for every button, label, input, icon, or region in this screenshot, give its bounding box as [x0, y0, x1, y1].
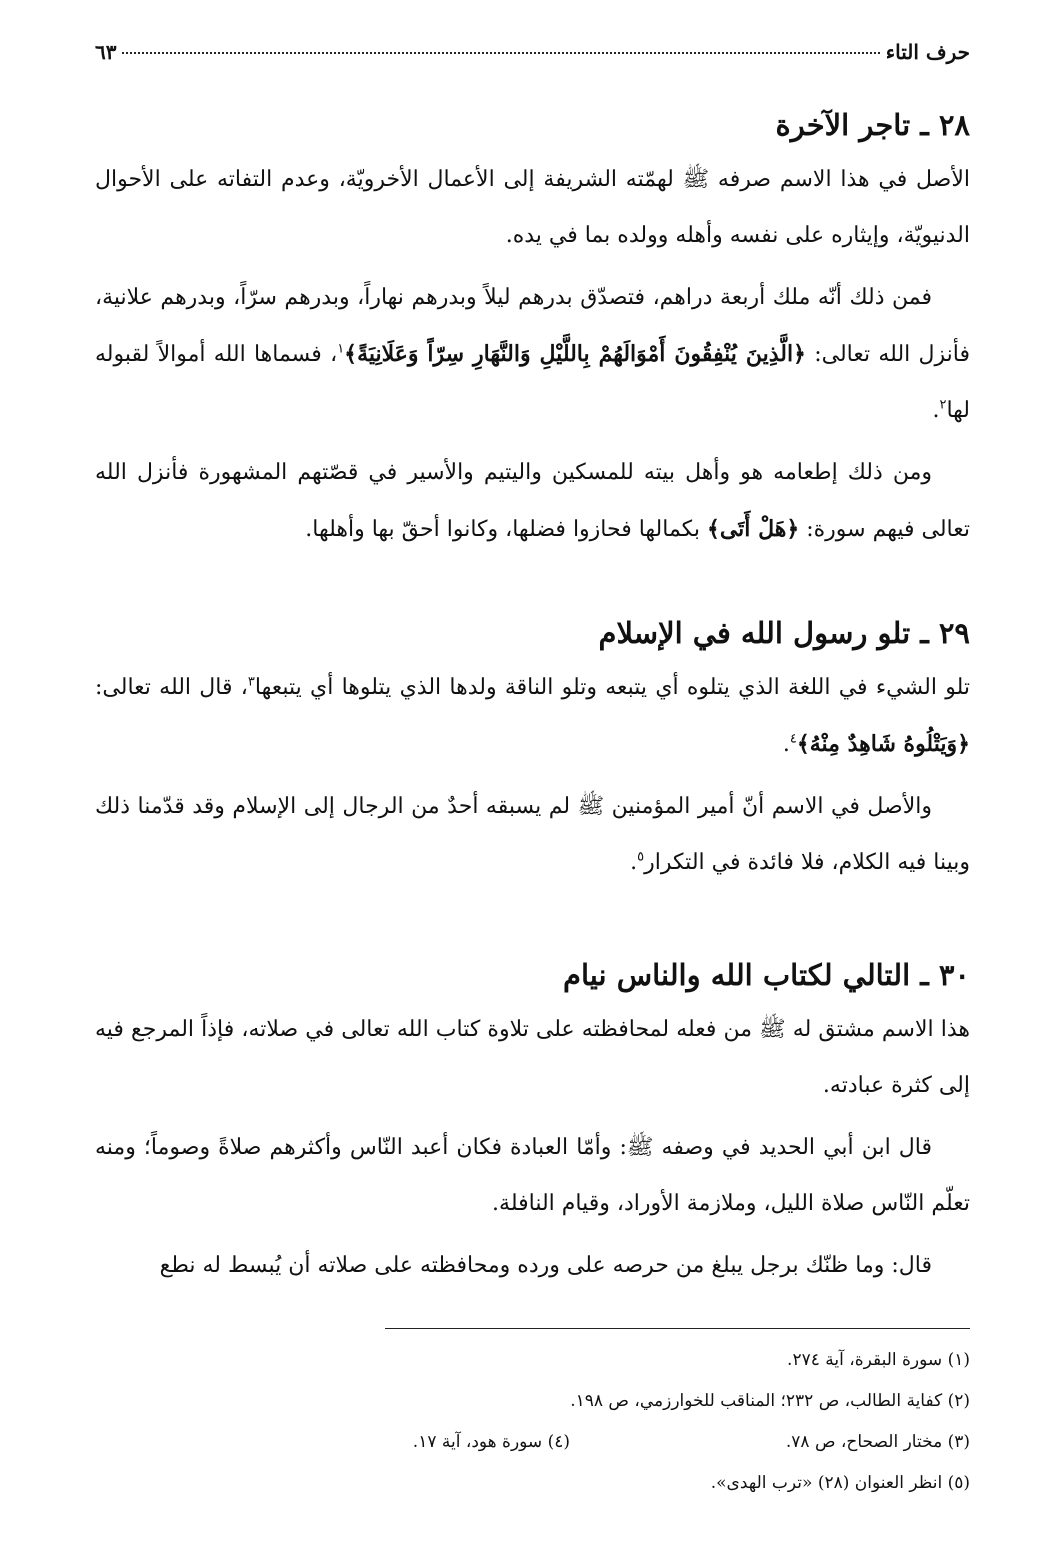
paragraph-text: . [630, 850, 638, 875]
paragraph-text: ومن ذلك إطعامه هو وأهل بيته للمسكين واليتيم والأسير في قصّتهم المشهورة فأنزل الله تعالى فيهم سورة: [95, 460, 970, 542]
footnotes [95, 1340, 970, 1504]
paragraph-text: قال ابن أبي الحديد في وصفه ﷺ: وأمّا العبادة فكان أعبد النّاس وأكثرهم صلاةً وصوماً؛ ومنه تعلّم النّاس صلاة الليل، وملازمة الأوراد، وقيام النافلة. [95, 1135, 970, 1216]
section-28 [95, 98, 970, 564]
section-30 [95, 948, 970, 1300]
footnote: (٣) مختار الصحاح، ص ٧٨. [785, 1432, 970, 1452]
footnote: (٢) كفاية الطالب، ص ٢٣٢؛ المناقب للخوارزمي، ص ١٩٨. [570, 1391, 970, 1411]
paragraph-text: قال: وما ظنّك برجل يبلغ من حرصه على ورده ومحافظته على صلاته أن يُبسط له نطع [159, 1253, 932, 1278]
paragraph [95, 1238, 970, 1294]
paragraph [95, 152, 970, 264]
paragraph [95, 1120, 970, 1232]
header-dot-leader [122, 52, 879, 54]
paragraph-text: ، قال الله تعالى: [95, 675, 248, 700]
paragraph-text: تلو الشيء في اللغة الذي يتلوه أي يتبعه وتلو الناقة ولدها الذي يتلوها أي يتبعها [254, 675, 970, 700]
footnote-reference: ٢ [939, 397, 947, 413]
paragraph-text: . [782, 732, 790, 757]
paragraph [95, 779, 970, 891]
footnote: (٥) انظر العنوان (٢٨) «ترب الهدى». [710, 1473, 970, 1493]
paragraph [95, 445, 970, 558]
header-title: حرف التاء [885, 40, 970, 64]
footnote-reference: ٤ [789, 731, 797, 747]
page-number: ٦٣ [95, 40, 117, 64]
paragraph-text: والأصل في الاسم أنّ أمير المؤمنين ﷺ لم يسبقه أحدٌ من الرجال إلى الإسلام وقد قدّمنا ذلك وبينا فيه الكلام، فلا فائدة في التكرار [95, 794, 970, 875]
section-heading: ٢٨ ـ تاجر الآخرة [775, 108, 970, 142]
paragraph [95, 270, 970, 439]
paragraph-text: بكمالها فحازوا فضلها، وكانوا أحقّ بها وأهلها. [305, 517, 707, 542]
section-29 [95, 606, 970, 897]
footnote-reference: ٣ [247, 674, 255, 690]
footnote-reference: ٥ [637, 849, 645, 865]
section-heading: ٢٩ ـ تلو رسول الله في الإسلام [598, 616, 970, 650]
paragraph [95, 1002, 970, 1114]
footnote-reference: ١ [337, 341, 345, 357]
section-heading: ٣٠ ـ التالي لكتاب الله والناس نيام [563, 958, 970, 992]
paragraph-text: فمن ذلك أنّه ملك أربعة دراهم، فتصدّق بدرهم ليلاً وبدرهم نهاراً، وبدرهم سرّاً، وبدرهم علانية، فأنزل الله تعالى: [95, 285, 970, 367]
footnote-row [95, 1422, 970, 1463]
running-header [95, 40, 970, 80]
paragraph-text: ، فسماها الله أموالاً لقبوله لها [95, 342, 970, 423]
paragraph-text: هذا الاسم مشتق له ﷺ من فعله لمحافظته على تلاوة كتاب الله تعالى في صلاته، فإذاً المرجع فيه إلى كثرة عبادته. [95, 1017, 970, 1098]
footnote: (٤) سورة هود، آية ١٧. [412, 1432, 570, 1452]
quran-verse: ﴿وَيَتْلُوهُ شَاهِدٌ مِنْهُ﴾ [796, 731, 970, 757]
footnote-separator [385, 1328, 970, 1329]
quran-verse: ﴿الَّذِينَ يُنْفِقُونَ أَمْوَالَهُمْ بِاللَّيْلِ وَالنَّهَارِ سِرّاً وَعَلَانِيَةً﴾ [344, 341, 806, 367]
paragraph-text: . [932, 398, 940, 423]
quran-verse: ﴿هَلْ أَتَى﴾ [706, 516, 800, 542]
paragraph [95, 660, 970, 773]
book-page [95, 0, 970, 1568]
paragraph-text: الأصل في هذا الاسم صرفه ﷺ لهمّته الشريفة إلى الأعمال الأخرويّة، وعدم التفاته على الأحوال الدنيويّة، وإيثاره على نفسه وأهله وولده بما في يده. [95, 167, 970, 248]
footnote: (١) سورة البقرة، آية ٢٧٤. [787, 1350, 970, 1370]
